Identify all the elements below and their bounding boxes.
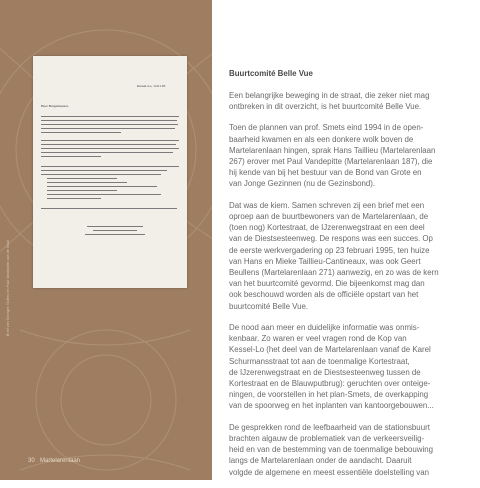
letter-document (33, 56, 187, 288)
article-heading: Buurtcomité Belle Vue (229, 69, 313, 78)
article-paragraph-2: Toen de plannen van prof. Smets eind 1994 in de open- baarheid kwamen en als een donkere wolk boven de Martelarenlaan hingen, sprak Hans Taillieu (Martelarenlaan 267) erover met Paul Vandepitte (Martelarenlaan 187), die hij kende van bij het bestuur van de Bond van Grote en van Jonge Gezinnen (nu de Gezinsbond). (229, 123, 436, 189)
article-paragraph-1: Een belangrijke beweging in de straat, die zeker niet mag ontbreken in dit overzicht, is het buurtcomité Belle Vue. (229, 90, 430, 111)
article-paragraph-5: De gesprekken rond de leefbaarheid van de stationsbuurt brachten algauw de problematiek van de verkeersveilig- heid en van de bestemming van de toenmalige bebouwing langs de Martelarenlaan onder de aandacht. Daaruit volgde de algemene en meest essentiële doelstelling van (229, 422, 433, 477)
letter-date: Kessel-Lo, 12.01.95 (137, 84, 166, 88)
photo-panel (0, 0, 212, 480)
article-paragraph-4: De nood aan meer en duidelijke informatie was onmis- kenbaar. Zo waren er veel vragen rond de Kop van Kessel-Lo (het deel van de Martelarenlaan vanaf de Karel Schurmansstraat tot aan de toenmalige Kortestraat, de IJzerenwegstraat en de Diestsesteenweg tussen de Kortestraat en de Blauwputbrug): geruchten over onteige- ningen, de voorstellen in het plan-Smets, de overkapping van de spoorweg en het inplanten van kantoorgebouwen... (229, 322, 434, 411)
photo-caption: Brief van Georges Taillieu en Paul Vandepitte aan de Stad (6, 240, 10, 336)
page-number: 30 (28, 458, 35, 464)
article-paragraph-3: Dat was de kiem. Samen schreven zij een brief met een oproep aan de buurtbewoners van de Martelarenlaan, de (toen nog) Kortestraat, de IJzerenwegstraat en een deel van de Diestsesteenweg. De respons was een succes. Op de eerste werkvergadering op 23 februari 1995, ten huize van Hans en Mieke Taillieu-Cantineaux, was ook Geert Beullens (Martelarenlaan 271) aanwezig, en zo was de kern van het buurtcomité gevormd. Die bijeenkomst mag dan ook beschouwd worden als de officiële opstart van het buurtcomité Belle Vue. (229, 200, 439, 311)
letter-salutation: Heer Burgemeester, (41, 104, 69, 108)
footer-title: Martelarenlaan (40, 458, 81, 464)
article-column (229, 68, 459, 488)
